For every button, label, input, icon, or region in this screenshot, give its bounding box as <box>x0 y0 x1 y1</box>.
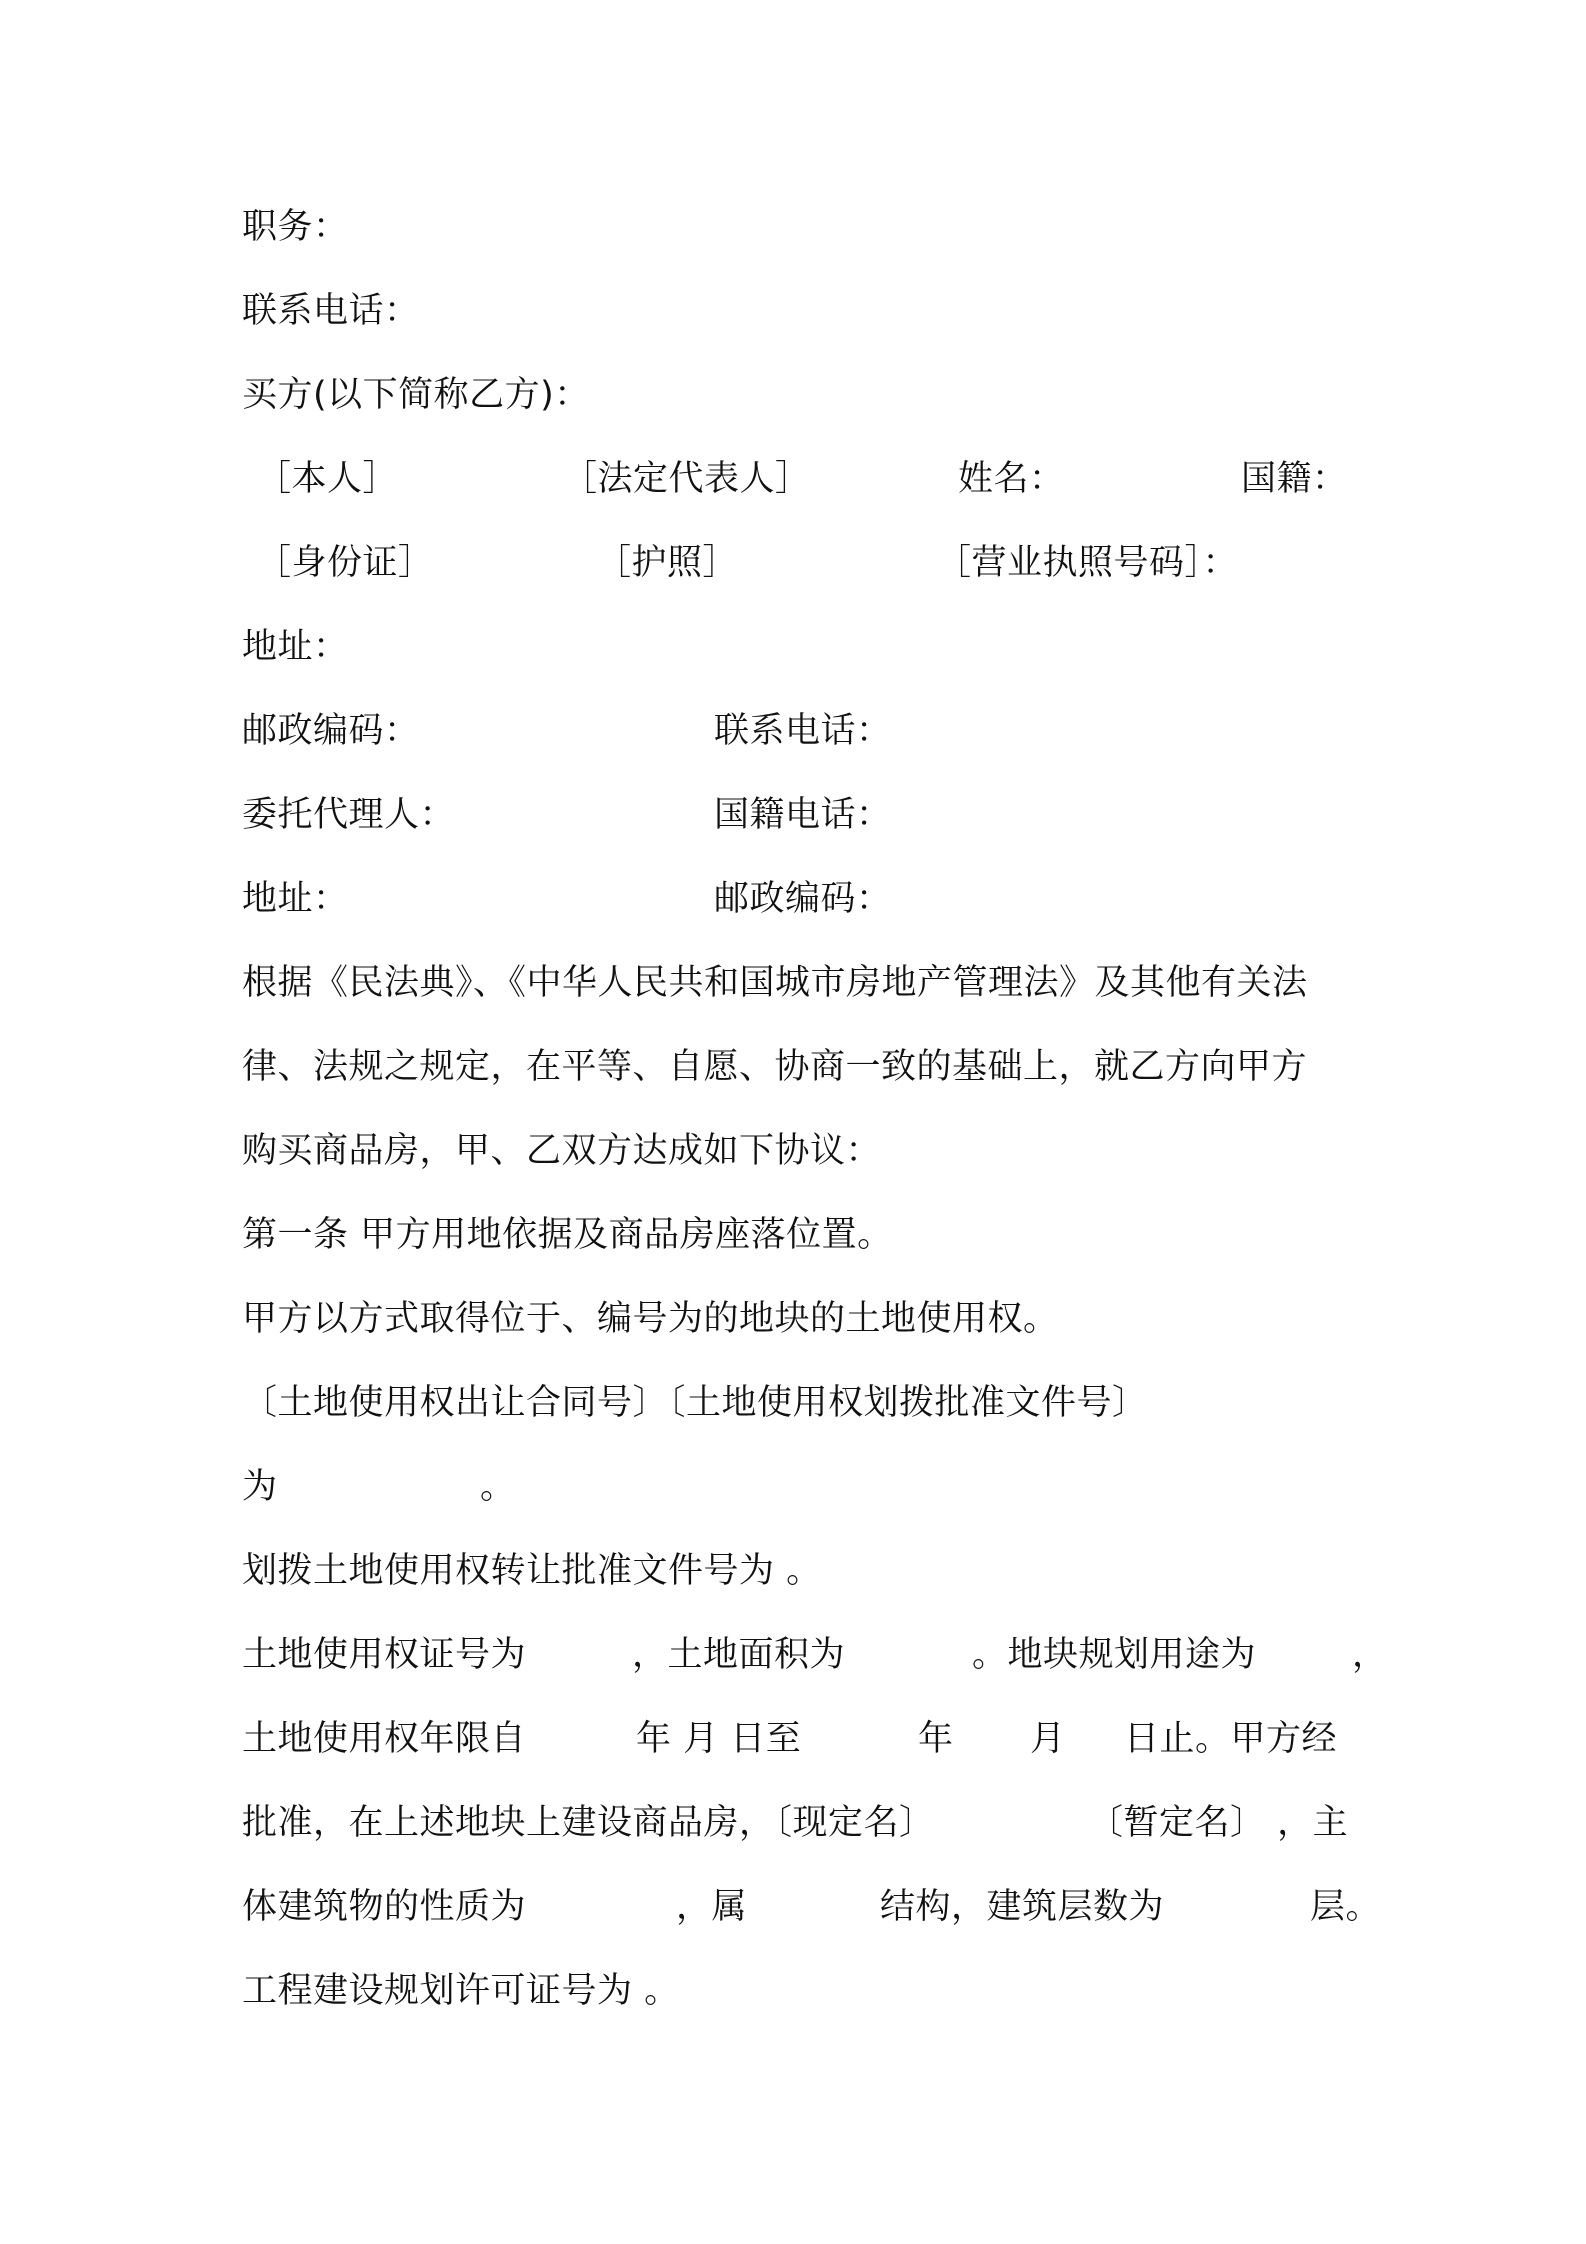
paragraph-text: 〔暂定名〕 ，主 <box>1088 1803 1349 1843</box>
paragraph-line: 根据《民法典》、《中华人民共和国城市房地产管理法》及其他有关法 <box>242 963 1308 1003</box>
paragraph-text: 月 <box>1030 1719 1066 1759</box>
paragraph-text: 为 <box>242 1467 278 1507</box>
article-heading: 第一条 甲方用地依据及商品房座落位置。 <box>242 1215 893 1255</box>
paragraph-text: ，属 <box>676 1887 748 1927</box>
nationality-label: 国籍： <box>1241 459 1348 499</box>
paragraph-text: 体建筑物的性质为 <box>242 1887 527 1927</box>
phone-label: 联系电话： <box>242 291 420 331</box>
paragraph-text: 土地使用权年限自 <box>242 1719 527 1759</box>
option-business-license: ［营业执照号码］： <box>936 543 1239 583</box>
paragraph-text: 批准，在上述地块上建设商品房，〔现定名〕 <box>242 1803 935 1843</box>
paragraph-text: 日止。甲方经 <box>1124 1719 1338 1759</box>
paragraph-text: 。地块规划用途为 <box>972 1635 1257 1675</box>
option-self: ［本人］ <box>256 459 399 499</box>
name-label: 姓名： <box>958 459 1065 499</box>
agent-postcode-label: 邮政编码： <box>714 879 892 919</box>
paragraph-line: 购买商品房，甲、乙双方达成如下协议： <box>242 1131 882 1171</box>
paragraph-text: 年 <box>918 1719 954 1759</box>
option-id-card: ［身份证］ <box>256 543 434 583</box>
postcode-label: 邮政编码： <box>242 711 420 751</box>
nationality-phone-label: 国籍电话： <box>714 795 892 835</box>
contact-phone-label: 联系电话： <box>714 711 892 751</box>
paragraph-line: 〔土地使用权出让合同号〕〔土地使用权划拨批准文件号〕 <box>242 1383 1148 1423</box>
position-label: 职务： <box>242 207 349 247</box>
paragraph-line: 划拨土地使用权转让批准文件号为 。 <box>242 1551 822 1591</box>
address-label: 地址： <box>242 627 349 667</box>
paragraph-line: 律、法规之规定，在平等、自愿、协商一致的基础上，就乙方向甲方 <box>242 1047 1308 1087</box>
option-legal-rep: ［法定代表人］ <box>562 459 811 499</box>
paragraph-text: 年 月 日至 <box>636 1719 802 1759</box>
paragraph-text: 结构，建筑层数为 <box>880 1887 1165 1927</box>
paragraph-text: 。 <box>480 1467 516 1507</box>
paragraph-text: ，土地面积为 <box>632 1635 846 1675</box>
paragraph-text: 层。 <box>1310 1887 1382 1927</box>
agent-address-label: 地址： <box>242 879 349 919</box>
paragraph-line: 工程建设规划许可证号为 。 <box>242 1971 680 2011</box>
option-passport: ［护照］ <box>596 543 739 583</box>
buyer-label: 买方(以下简称乙方)： <box>242 375 590 415</box>
agent-label: 委托代理人： <box>242 795 456 835</box>
paragraph-text: ， <box>1352 1635 1388 1675</box>
paragraph-line: 甲方以方式取得位于、编号为的地块的土地使用权。 <box>242 1299 1059 1339</box>
paragraph-text: 土地使用权证号为 <box>242 1635 527 1675</box>
